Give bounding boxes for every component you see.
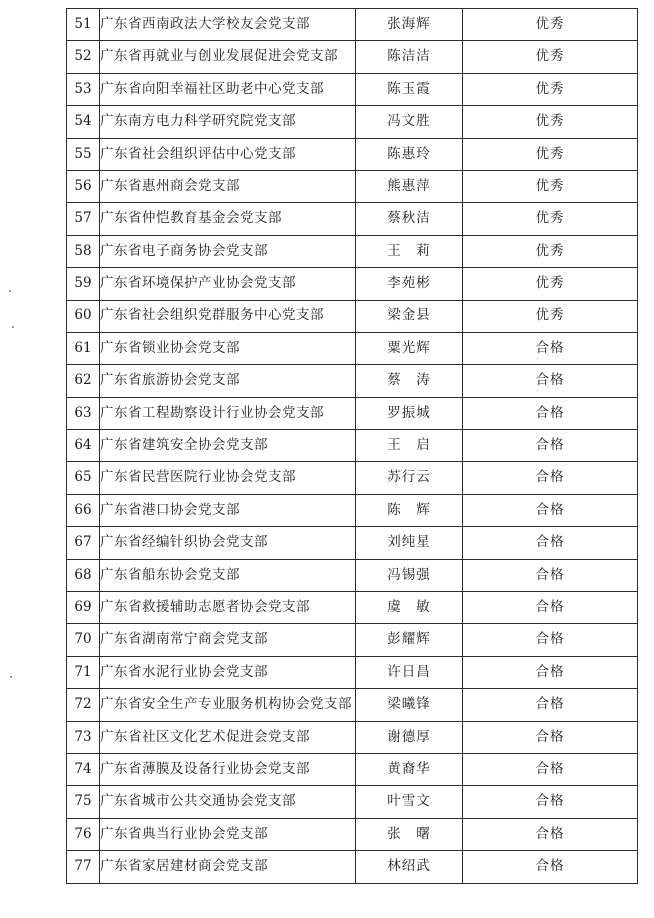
secretary-name: 彭耀辉	[356, 624, 463, 656]
row-number: 53	[67, 73, 100, 105]
row-number: 57	[67, 203, 100, 235]
table-row	[67, 235, 638, 267]
table-row	[67, 818, 638, 850]
evaluation-grade: 优秀	[463, 73, 638, 105]
table-row	[67, 332, 638, 364]
row-number: 59	[67, 268, 100, 300]
evaluation-grade: 合格	[463, 332, 638, 364]
evaluation-grade: 优秀	[463, 106, 638, 138]
secretary-name: 林绍武	[356, 851, 463, 883]
evaluation-grade: 合格	[463, 656, 638, 688]
table-row	[67, 397, 638, 429]
organization-name: 广东省电子商务协会党支部	[100, 235, 356, 267]
evaluation-grade: 优秀	[463, 268, 638, 300]
row-number: 74	[67, 753, 100, 785]
secretary-name: 刘纯星	[356, 527, 463, 559]
secretary-name: 罗振城	[356, 397, 463, 429]
table-row	[67, 527, 638, 559]
organization-name: 广东省典当行业协会党支部	[100, 818, 356, 850]
evaluation-grade: 合格	[463, 689, 638, 721]
evaluation-grade: 合格	[463, 365, 638, 397]
row-number: 75	[67, 786, 100, 818]
secretary-name: 陈洁洁	[356, 41, 463, 73]
scan-speck	[9, 290, 11, 292]
evaluation-grade: 优秀	[463, 138, 638, 170]
secretary-name: 熊惠萍	[356, 170, 463, 202]
table-row	[67, 592, 638, 624]
secretary-name: 王 莉	[356, 235, 463, 267]
row-number: 52	[67, 41, 100, 73]
organization-name: 广东南方电力科学研究院党支部	[100, 106, 356, 138]
secretary-name: 蔡 涛	[356, 365, 463, 397]
organization-name: 广东省船东协会党支部	[100, 559, 356, 591]
table-row	[67, 624, 638, 656]
row-number: 62	[67, 365, 100, 397]
row-number: 69	[67, 592, 100, 624]
table-row	[67, 559, 638, 591]
table-row	[67, 689, 638, 721]
evaluation-grade: 合格	[463, 624, 638, 656]
row-number: 72	[67, 689, 100, 721]
organization-name: 广东省经编针织协会党支部	[100, 527, 356, 559]
table-row	[67, 138, 638, 170]
organization-name: 广东省城市公共交通协会党支部	[100, 786, 356, 818]
secretary-name: 黄裔华	[356, 753, 463, 785]
organization-name: 广东省建筑安全协会党支部	[100, 430, 356, 462]
table-row	[67, 851, 638, 883]
organization-name: 广东省港口协会党支部	[100, 494, 356, 526]
organization-name: 广东省安全生产专业服务机构协会党支部	[100, 689, 356, 721]
table-row	[67, 203, 638, 235]
row-number: 76	[67, 818, 100, 850]
organization-name: 广东省旅游协会党支部	[100, 365, 356, 397]
secretary-name: 陈惠玲	[356, 138, 463, 170]
organization-name: 广东省仲恺教育基金会党支部	[100, 203, 356, 235]
evaluation-grade: 合格	[463, 430, 638, 462]
table-row	[67, 365, 638, 397]
table-row	[67, 170, 638, 202]
table-row	[67, 462, 638, 494]
results-table-body	[67, 9, 638, 884]
row-number: 73	[67, 721, 100, 753]
table-row	[67, 73, 638, 105]
scan-speck	[12, 326, 14, 328]
row-number: 67	[67, 527, 100, 559]
evaluation-grade: 合格	[463, 753, 638, 785]
scan-speck	[10, 676, 12, 678]
organization-name: 广东省湖南常宁商会党支部	[100, 624, 356, 656]
results-table	[66, 8, 638, 884]
organization-name: 广东省向阳幸福社区助老中心党支部	[100, 73, 356, 105]
row-number: 70	[67, 624, 100, 656]
secretary-name: 叶雪文	[356, 786, 463, 818]
evaluation-grade: 优秀	[463, 9, 638, 41]
evaluation-grade: 合格	[463, 527, 638, 559]
secretary-name: 梁金县	[356, 300, 463, 332]
secretary-name: 许日昌	[356, 656, 463, 688]
row-number: 54	[67, 106, 100, 138]
evaluation-grade: 优秀	[463, 170, 638, 202]
secretary-name: 李苑彬	[356, 268, 463, 300]
secretary-name: 冯锡强	[356, 559, 463, 591]
secretary-name: 蔡秋洁	[356, 203, 463, 235]
secretary-name: 梁曦锋	[356, 689, 463, 721]
table-row	[67, 430, 638, 462]
row-number: 64	[67, 430, 100, 462]
evaluation-grade: 合格	[463, 721, 638, 753]
organization-name: 广东省家居建材商会党支部	[100, 851, 356, 883]
secretary-name: 苏行云	[356, 462, 463, 494]
evaluation-grade: 优秀	[463, 300, 638, 332]
table-row	[67, 300, 638, 332]
secretary-name: 陈玉霞	[356, 73, 463, 105]
organization-name: 广东省水泥行业协会党支部	[100, 656, 356, 688]
organization-name: 广东省工程勘察设计行业协会党支部	[100, 397, 356, 429]
row-number: 63	[67, 397, 100, 429]
organization-name: 广东省民营医院行业协会党支部	[100, 462, 356, 494]
row-number: 51	[67, 9, 100, 41]
evaluation-grade: 合格	[463, 397, 638, 429]
evaluation-grade: 合格	[463, 786, 638, 818]
secretary-name: 谢德厚	[356, 721, 463, 753]
evaluation-grade: 合格	[463, 462, 638, 494]
organization-name: 广东省西南政法大学校友会党支部	[100, 9, 356, 41]
table-row	[67, 721, 638, 753]
row-number: 66	[67, 494, 100, 526]
organization-name: 广东省救援辅助志愿者协会党支部	[100, 592, 356, 624]
row-number: 55	[67, 138, 100, 170]
table-row	[67, 786, 638, 818]
organization-name: 广东省薄膜及设备行业协会党支部	[100, 753, 356, 785]
table-row	[67, 268, 638, 300]
secretary-name: 张海辉	[356, 9, 463, 41]
table-row	[67, 9, 638, 41]
row-number: 60	[67, 300, 100, 332]
organization-name: 广东省社区文化艺术促进会党支部	[100, 721, 356, 753]
row-number: 58	[67, 235, 100, 267]
organization-name: 广东省惠州商会党支部	[100, 170, 356, 202]
organization-name: 广东省环境保护产业协会党支部	[100, 268, 356, 300]
row-number: 68	[67, 559, 100, 591]
secretary-name: 冯文胜	[356, 106, 463, 138]
organization-name: 广东省社会组织党群服务中心党支部	[100, 300, 356, 332]
evaluation-grade: 合格	[463, 559, 638, 591]
secretary-name: 王 启	[356, 430, 463, 462]
evaluation-grade: 合格	[463, 494, 638, 526]
table-row	[67, 656, 638, 688]
organization-name: 广东省社会组织评估中心党支部	[100, 138, 356, 170]
evaluation-grade: 合格	[463, 592, 638, 624]
row-number: 71	[67, 656, 100, 688]
secretary-name: 张 曙	[356, 818, 463, 850]
row-number: 56	[67, 170, 100, 202]
secretary-name: 陈 辉	[356, 494, 463, 526]
evaluation-grade: 合格	[463, 818, 638, 850]
evaluation-grade: 优秀	[463, 203, 638, 235]
table-row	[67, 106, 638, 138]
table-row	[67, 494, 638, 526]
evaluation-grade: 优秀	[463, 235, 638, 267]
secretary-name: 粟光辉	[356, 332, 463, 364]
row-number: 77	[67, 851, 100, 883]
secretary-name: 虞 敏	[356, 592, 463, 624]
row-number: 65	[67, 462, 100, 494]
organization-name: 广东省再就业与创业发展促进会党支部	[100, 41, 356, 73]
row-number: 61	[67, 332, 100, 364]
evaluation-grade: 优秀	[463, 41, 638, 73]
table-row	[67, 41, 638, 73]
organization-name: 广东省锁业协会党支部	[100, 332, 356, 364]
table-row	[67, 753, 638, 785]
evaluation-grade: 合格	[463, 851, 638, 883]
